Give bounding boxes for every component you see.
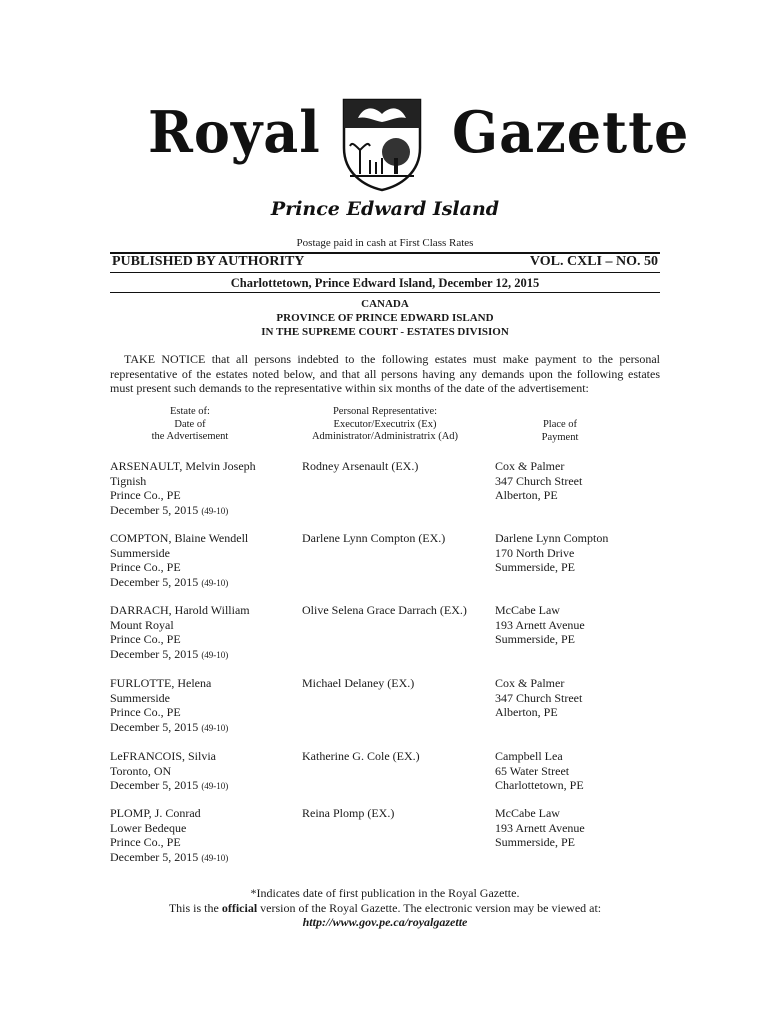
column-header-estate xyxy=(130,406,250,444)
footer-note: *Indicates date of first publication in the Royal Gazette. xyxy=(250,886,520,900)
place-column xyxy=(495,459,660,503)
place-line: Summerside, PE xyxy=(495,835,575,849)
estate-date: December 5, 2015 xyxy=(110,646,199,661)
place-column xyxy=(495,531,660,575)
place-line: 65 Water Street xyxy=(495,763,570,778)
court-line-1: CANADA xyxy=(361,298,409,310)
estate-date: December 5, 2015 xyxy=(110,849,199,864)
estate-date-line xyxy=(110,778,300,794)
estate-date-line xyxy=(110,575,300,591)
column-header-line: Estate of: xyxy=(170,406,210,417)
estate-line: Prince Co., PE xyxy=(110,835,181,849)
place-column xyxy=(495,676,660,720)
estate-date: December 5, 2015 xyxy=(110,502,199,517)
reference-code: (49-10) xyxy=(201,577,229,588)
dateline: Charlottetown, Prince Edward Island, December 12, 2015 xyxy=(230,276,540,290)
estate-line: Prince Co., PE xyxy=(110,632,181,646)
footer-official-word: official xyxy=(221,900,258,915)
estate-column xyxy=(110,531,300,590)
estate-column xyxy=(110,749,300,794)
footer-text: version of the Royal Gazette. The electronic version may be viewed at: xyxy=(257,900,602,915)
representative: Michael Delaney (EX.) xyxy=(302,676,415,690)
column-header-line: Place of xyxy=(542,419,578,430)
estate-name: ARSENAULT, Melvin Joseph xyxy=(110,459,256,473)
publication-bar xyxy=(110,254,660,272)
estate-line: Toronto, ON xyxy=(110,763,172,778)
bottom-rule xyxy=(110,292,660,293)
reference-code: (49-10) xyxy=(201,649,229,660)
estate-date: December 5, 2015 xyxy=(110,574,199,589)
estate-name: LeFRANCOIS, Silvia xyxy=(110,749,217,763)
representative: Reina Plomp (EX.) xyxy=(302,806,395,820)
court-line-3: IN THE SUPREME COURT - ESTATES DIVISION xyxy=(261,326,509,338)
representative: Rodney Arsenault (EX.) xyxy=(302,459,419,473)
estate-date-line xyxy=(110,850,300,866)
estate-date: December 5, 2015 xyxy=(110,778,199,792)
place-line: Summerside, PE xyxy=(495,560,575,574)
place-line: 170 North Drive xyxy=(495,545,575,560)
reference-code: (49-10) xyxy=(201,781,229,791)
estate-line: Prince Co., PE xyxy=(110,705,181,719)
estate-name: COMPTON, Blaine Wendell xyxy=(110,531,249,545)
place-line: Charlottetown, PE xyxy=(495,778,584,792)
estate-column xyxy=(110,459,300,518)
column-header-line: Administrator/Administratrix (Ad) xyxy=(311,431,459,442)
estate-line: Prince Co., PE xyxy=(110,488,181,502)
estate-line: Summerside xyxy=(110,690,170,705)
estate-date-line xyxy=(110,647,300,663)
place-line: Cox & Palmer xyxy=(495,459,565,473)
notice-paragraph: TAKE NOTICE that all persons indebted to the following estates must make payment to the personal representative of the estates noted below, and that all persons having any demands upon the following estates must present such demands to the representative within six months of the date of the advertisement: xyxy=(110,352,660,395)
place-column xyxy=(495,603,660,647)
reference-code: (49-10) xyxy=(201,722,229,733)
coat-of-arms-icon xyxy=(340,98,424,192)
place-line: McCabe Law xyxy=(495,603,560,617)
gazette-url-link[interactable]: http://www.gov.pe.ca/royalgazette xyxy=(302,915,468,929)
place-column xyxy=(495,806,660,850)
column-header-line: Personal Representative: xyxy=(332,406,438,417)
estate-line: Prince Co., PE xyxy=(110,560,181,574)
masthead-word-royal: Royal xyxy=(148,98,321,166)
estate-column xyxy=(110,676,300,735)
column-header-line: Executor/Executrix (Ex) xyxy=(333,418,437,430)
reference-code: (49-10) xyxy=(201,505,229,516)
estate-line: Tignish xyxy=(110,473,147,488)
representative: Olive Selena Grace Darrach (EX.) xyxy=(302,603,467,617)
place-line: Campbell Lea xyxy=(495,749,563,763)
footer-text: This is the xyxy=(168,900,222,915)
place-line: 347 Church Street xyxy=(495,690,583,705)
place-line: Darlene Lynn Compton xyxy=(495,531,609,545)
column-header-representative xyxy=(300,406,470,444)
estate-line: Summerside xyxy=(110,545,170,560)
estate-column xyxy=(110,806,300,865)
place-line: Summerside, PE xyxy=(495,632,575,646)
reference-code: (49-10) xyxy=(201,852,229,863)
column-header-line: Date of xyxy=(174,418,206,430)
estate-line: Mount Royal xyxy=(110,617,174,632)
place-line: 193 Arnett Avenue xyxy=(495,617,585,632)
mid-rule xyxy=(110,272,660,273)
court-heading xyxy=(0,297,770,339)
masthead-word-gazette: Gazette xyxy=(452,98,690,166)
footer-official-line xyxy=(0,901,770,916)
estate-name: FURLOTTE, Helena xyxy=(110,676,212,690)
estate-name: DARRACH, Harold William xyxy=(110,603,250,617)
column-header-place xyxy=(510,419,610,444)
estate-name: PLOMP, J. Conrad xyxy=(110,806,201,820)
estate-date: December 5, 2015 xyxy=(110,719,199,734)
representative: Katherine G. Cole (EX.) xyxy=(302,749,420,763)
place-line: Alberton, PE xyxy=(495,705,558,719)
volume-number: VOL. CXLI – NO. 50 xyxy=(529,254,658,269)
column-header-line: the Advertisement xyxy=(151,431,229,442)
footer xyxy=(0,886,770,930)
estate-line: Lower Bedeque xyxy=(110,820,187,835)
court-line-2: PROVINCE OF PRINCE EDWARD ISLAND xyxy=(276,312,494,324)
estate-date-line xyxy=(110,720,300,736)
place-line: Cox & Palmer xyxy=(495,676,565,690)
estate-column xyxy=(110,603,300,662)
estate-date-line xyxy=(110,503,300,519)
column-header-line: Payment xyxy=(541,431,579,443)
published-by-authority: PUBLISHED BY AUTHORITY xyxy=(112,254,305,269)
postage-line: Postage paid in cash at First Class Rates xyxy=(296,237,474,249)
subtitle: Prince Edward Island xyxy=(270,198,500,220)
masthead xyxy=(0,92,770,192)
place-line: Alberton, PE xyxy=(495,488,558,502)
place-line: 193 Arnett Avenue xyxy=(495,820,585,835)
place-line: McCabe Law xyxy=(495,806,560,820)
place-line: 347 Church Street xyxy=(495,473,583,488)
place-column xyxy=(495,749,660,793)
representative: Darlene Lynn Compton (EX.) xyxy=(302,531,446,545)
